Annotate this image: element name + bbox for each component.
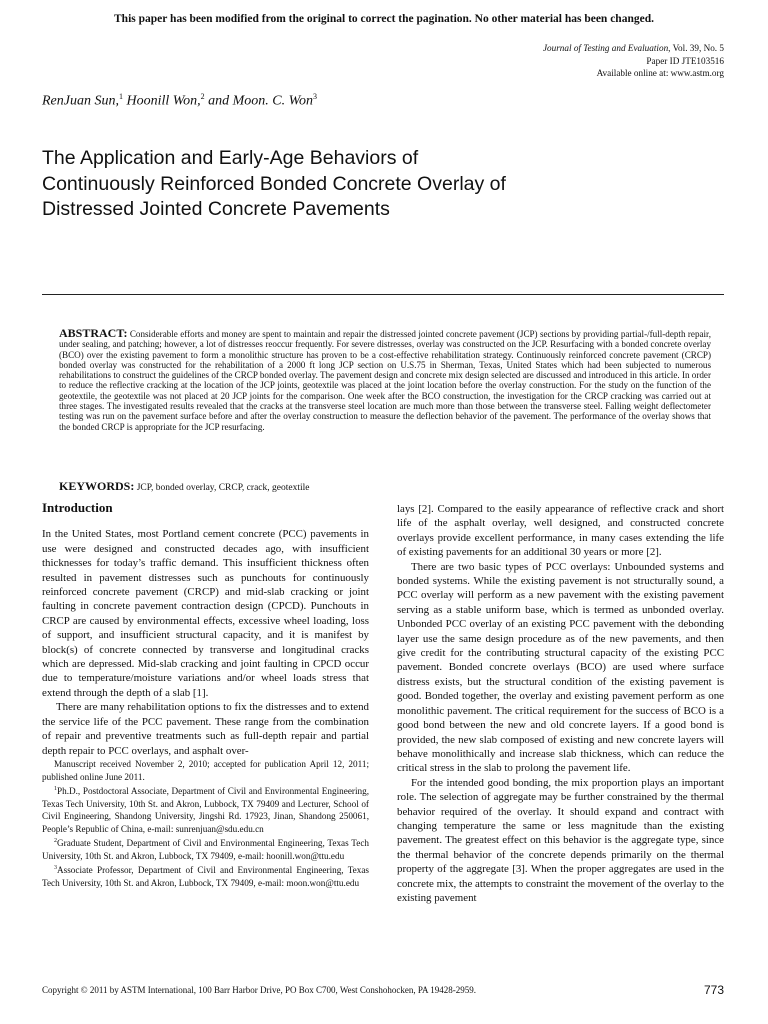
left-column [42,501,369,758]
journal-volume: , Vol. 39, No. 5 [668,43,724,53]
paper-title: The Application and Early-Age Behaviors of Continuously Reinforced Bonded Concrete Overlay of Distressed Jointed Concrete Pavements [42,147,506,220]
footnote-mark: 3 [54,865,57,872]
author-name: and Moon. C. Won [204,93,314,109]
copyright-notice: Copyright © 2011 by ASTM International, 100 Barr Harbor Drive, PO Box C700, West Conshohocken, PA 19428-2959. [42,985,477,995]
footnote-1 [42,783,369,835]
footnote-3 [42,862,369,889]
author-list [42,92,317,110]
author-name: RenJuan Sun, [42,93,119,109]
body-paragraph: There are many rehabilitation options to fix the distresses and to extend the service life of the PCC pavement. These range from the combination of repair and preventive treatments such as full-depth repair and partial depth repair to PCC overlays, and asphalt over- [42,701,369,757]
footnote-mark: 2 [54,838,57,845]
title-divider [42,294,724,295]
footnote-text: Ph.D., Postdoctoral Associate, Department of Civil and Environmental Engineering, Texas Tech University, 10th St. and Akron, Lubbock, TX 79409 and Lecturer, School of Civil Engineering, Shandong University, Jingshi Rd. 17923, Jinan, Shandong 250061, People’s Republic of China, e-mail: sunrenjuan@sdu.edu.cn [42,786,369,834]
modification-banner: This paper has been modified from the original to correct the pagination. No other material has been changed. [114,13,654,25]
journal-name: Journal of Testing and Evaluation [542,43,669,53]
paper-id: Paper ID JTE103516 [646,55,724,66]
author-name: Hoonill Won, [122,93,201,109]
footnote-text: Graduate Student, Department of Civil and Environmental Engineering, Texas Tech University, 10th St. and Akron, Lubbock, TX 79409, e-mail: hoonill.won@ttu.edu [42,838,369,861]
abstract [59,328,711,432]
body-paragraph: For the intended good bonding, the mix proportion plays an important role. The selection of aggregate may be further constrained by the thermal behavior required of the overlay. It should expand and contract with changing temperature the same or less magnitude than the existing pavement. The greatest effect on this behavior is the aggregate type, since the thermal behavior of the concrete depends primarily on the thermal property of the aggregate [3]. When the proper aggregates are used in the concrete mix, the attempts to constraint the movement of the overlay to the existing pavement [397,776,724,904]
abstract-text: Considerable efforts and money are spent to maintain and repair the distressed jointed concrete pavement (JCP) sections by providing partial-/full-depth repair, under sealing, and patching; however, a lot of distresses reoccur frequently. For severe distresses, overlay was constructed on the JCP. Resurfacing with a bonded concrete overlay (BCO) over the existing pavement to form a monolithic structure has proven to be a cost-effective rehabilitation strategy. Continuously reinforced concrete pavement (CRCP) bonded overlay was constructed for the rehabilitation of a 2000 ft long JCP section on U.S.75 in Sherman, Texas, United States which had been subjected to numerous rehabilitations to construct the guidelines of the CRCP bonded overlay. The pavement design and concrete mix design selected are discussed and introduced in this article. In order to reduce the reflective cracking at the location of the JCP joints, geotextile was placed at the joint location before the overlay construction. For the study on the function of the geotextile, the geotextile was not placed at 20 JCP joints for the comparison. One week after the BCO construction, the investigation for the CRCP cracking was carried out at three stages. The investigated results revealed that the cracks at the transverse steel location are much more than those between the transverse steel. Falling weight deflectometer testing was run on the pavement surface before and after the overlay construction to measure the deflection behavior of the pavement. The performance of the overlay shows that the bonded CRCP is appropriate for the JCP resurfacing. [59,329,711,432]
abstract-label: ABSTRACT: [59,326,128,340]
body-paragraph: There are two basic types of PCC overlays: Unbounded systems and bonded systems. While the existing pavement is not structurally sound, a PCC overlay will perform as a new pavement with the existing pavement serving as a stable uniform base, which is termed as unbonded overlay. Unbonded PCC overlay of an existing PCC pavement with the debonding layer use the same design procedure as of the new pavements, and then give credit for the contributing structural capacity of the existing PCC pavement. Bonded concrete overlays (BCO) are used where surface distress exists, but the structural condition of the existing pavement is good. Bonded together, the overlay and existing pavement perform as one monolithic pavement. The critical requirement for the success of BCO is a good bond between the new and old concrete layers. If a good bond is provided, the new slab composed of existing and new concrete layers will behave monolithically and increase slab thickness, which can reduce the critical stress in the slab to prolong the pavement life. [397,560,724,775]
keywords-text: JCP, bonded overlay, CRCP, crack, geotextile [136,483,310,493]
footnote-mark: 1 [54,786,57,792]
journal-info [543,42,724,80]
manuscript-note: Manuscript received November 2, 2010; accepted for publication April 12, 2011; published online June 2011. [42,759,369,782]
availability-link[interactable]: Available online at: www.astm.org [596,68,724,78]
keywords-label: KEYWORDS: [59,479,135,493]
section-heading-introduction: Introduction [42,500,113,515]
author-affiliation-mark: 2 [200,92,205,101]
footnote-text: Associate Professor, Department of Civil and Environmental Engineering, Texas Tech University, 10th St. and Akron, Lubbock, TX 79409, e-mail: moon.won@ttu.edu [42,865,369,888]
author-affiliation-mark: 1 [118,92,123,101]
right-column [397,502,724,905]
page-number: 773 [703,983,724,997]
body-paragraph: In the United States, most Portland cement concrete (PCC) pavements in use were designed and constructed decades ago, with insufficient thicknesses for today’s traffic demand. This insufficient thickness often resulted in pavement distresses such as punchouts for continuously reinforced concrete pavement (CRCP) and mid-slab cracking or joint faulting in concrete pavement contraction design (CPCD). Punchouts in CRCP are caused by environmental effects, excessive wheel loading, loss of support, and insufficient structural capacity, and it is manifest by block(s) of concrete connected by transverse and longitudinal cracks which are depressed. Mid-slab cracking and joint faulting in CPCD occur due to temperature/moisture variations and/or wheel loads stress that extend through the depth of a slab [1]. [42,528,369,699]
footnote-2 [42,835,369,862]
footnotes [42,758,369,889]
body-paragraph: lays [2]. Compared to the easily appearance of reflective crack and short life of the asphalt overlay, well designed, and constructed concrete overlays provide excellent performance, in many cases extending the life of existing pavements for an additional 30 years or more [2]. [397,503,724,559]
author-affiliation-mark: 3 [313,92,318,101]
keywords [59,479,309,494]
